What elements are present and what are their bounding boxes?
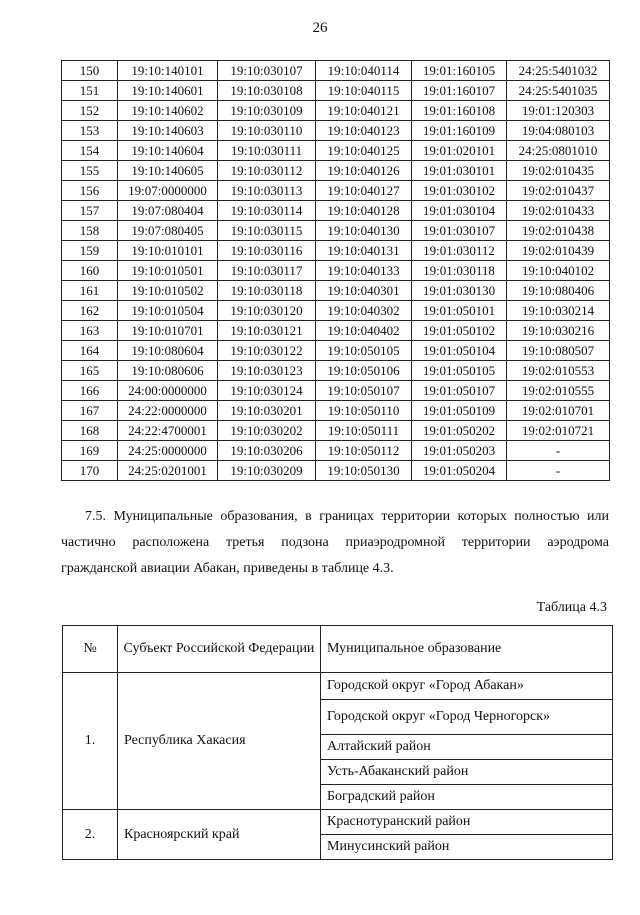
col-1-value: 19:07:080404 [118,201,218,221]
row-number: 166 [62,381,118,401]
col-4-value: 19:01:160105 [412,61,507,81]
table-row [62,321,610,341]
col-3-value: 19:10:040402 [316,321,412,341]
col-5-value: 19:10:030216 [507,321,610,341]
col-3-value: 19:10:040123 [316,121,412,141]
row-subject: Республика Хакасия [118,673,321,810]
col-1-value: 24:25:0201001 [118,461,218,481]
col-5-value: 19:02:010701 [507,401,610,421]
header-municipality: Муниципальное образование [321,626,613,673]
col-1-value: 19:07:0000000 [118,181,218,201]
col-3-value: 19:10:040121 [316,101,412,121]
table-row [62,121,610,141]
col-2-value: 19:10:030118 [218,281,316,301]
col-1-value: 19:10:140604 [118,141,218,161]
col-5-value: 24:25:5401035 [507,81,610,101]
col-5-value: 19:02:010555 [507,381,610,401]
table-row [62,241,610,261]
col-1-value: 19:10:010502 [118,281,218,301]
col-2-value: 19:10:030120 [218,301,316,321]
col-1-value: 24:22:0000000 [118,401,218,421]
col-5-value: 24:25:0801010 [507,141,610,161]
col-2-value: 19:10:030112 [218,161,316,181]
page-number: 26 [312,20,328,36]
col-5-value: 24:25:5401032 [507,61,610,81]
col-3-value: 19:10:040133 [316,261,412,281]
col-4-value: 19:01:050203 [412,441,507,461]
col-4-value: 19:01:050107 [412,381,507,401]
col-1-value: 19:10:010501 [118,261,218,281]
col-1-value: 19:10:010701 [118,321,218,341]
row-number: 159 [62,241,118,261]
col-2-value: 19:10:030113 [218,181,316,201]
col-1-value: 19:10:140605 [118,161,218,181]
header-num: № [63,626,118,673]
col-3-value: 19:10:040115 [316,81,412,101]
col-2-value: 19:10:030108 [218,81,316,101]
col-4-value: 19:01:030104 [412,201,507,221]
table-row [62,141,610,161]
row-number: 157 [62,201,118,221]
col-5-value: 19:02:010439 [507,241,610,261]
col-3-value: 19:10:040130 [316,221,412,241]
col-5-value: 19:01:120303 [507,101,610,121]
table-row [62,201,610,221]
col-2-value: 19:10:030107 [218,61,316,81]
row-number: 160 [62,261,118,281]
table-row [62,401,610,421]
municipalities-table [62,625,613,860]
col-5-value: - [507,461,610,481]
table-row [62,81,610,101]
col-1-value: 19:10:080606 [118,361,218,381]
table-row [62,461,610,481]
col-4-value: 19:01:030130 [412,281,507,301]
col-4-value: 19:01:020101 [412,141,507,161]
col-2-value: 19:10:030201 [218,401,316,421]
col-2-value: 19:10:030110 [218,121,316,141]
row-number: 164 [62,341,118,361]
table-row [63,673,613,700]
table-row [62,181,610,201]
row-number: 170 [62,461,118,481]
col-2-value: 19:10:030122 [218,341,316,361]
row-municipality: Минусинский район [321,835,613,860]
col-4-value: 19:01:030118 [412,261,507,281]
col-3-value: 19:10:050106 [316,361,412,381]
col-3-value: 19:10:040127 [316,181,412,201]
col-2-value: 19:10:030114 [218,201,316,221]
table-row [62,301,610,321]
row-number: 163 [62,321,118,341]
row-number: 158 [62,221,118,241]
row-number: 156 [62,181,118,201]
col-5-value: 19:02:010553 [507,361,610,381]
table-row [62,261,610,281]
col-2-value: 19:10:030117 [218,261,316,281]
col-5-value: 19:04:080103 [507,121,610,141]
col-3-value: 19:10:050111 [316,421,412,441]
col-4-value: 19:01:030107 [412,221,507,241]
row-municipality: Городской округ «Город Абакан» [321,673,613,700]
col-4-value: 19:01:030112 [412,241,507,261]
col-1-value: 19:10:080604 [118,341,218,361]
row-num: 2. [63,810,118,860]
col-3-value: 19:10:040131 [316,241,412,261]
col-5-value: 19:10:030214 [507,301,610,321]
col-4-value: 19:01:050102 [412,321,507,341]
col-1-value: 19:10:140603 [118,121,218,141]
row-number: 161 [62,281,118,301]
col-4-value: 19:01:030102 [412,181,507,201]
row-municipality: Боградский район [321,785,613,810]
table-row [62,221,610,241]
row-number: 152 [62,101,118,121]
table-row [62,341,610,361]
col-3-value: 19:10:050107 [316,381,412,401]
col-5-value: 19:02:010435 [507,161,610,181]
col-3-value: 19:10:050110 [316,401,412,421]
col-4-value: 19:01:160107 [412,81,507,101]
row-number: 153 [62,121,118,141]
col-2-value: 19:10:030116 [218,241,316,261]
row-municipality: Краснотуранский район [321,810,613,835]
col-4-value: 19:01:050109 [412,401,507,421]
table-header-row [63,626,613,673]
col-1-value: 24:22:4700001 [118,421,218,441]
col-1-value: 19:10:140602 [118,101,218,121]
table-row [62,61,610,81]
row-number: 167 [62,401,118,421]
col-2-value: 19:10:030206 [218,441,316,461]
col-1-value: 24:25:0000000 [118,441,218,461]
col-2-value: 19:10:030209 [218,461,316,481]
col-5-value: 19:02:010437 [507,181,610,201]
col-5-value: 19:02:010721 [507,421,610,441]
table-caption: Таблица 4.3 [536,600,607,615]
col-5-value: 19:02:010433 [507,201,610,221]
col-3-value: 19:10:040301 [316,281,412,301]
col-3-value: 19:10:040114 [316,61,412,81]
col-4-value: 19:01:050204 [412,461,507,481]
col-1-value: 19:10:140101 [118,61,218,81]
col-1-value: 19:10:140601 [118,81,218,101]
col-2-value: 19:10:030115 [218,221,316,241]
col-3-value: 19:10:040126 [316,161,412,181]
table-row [63,810,613,835]
row-number: 165 [62,361,118,381]
col-3-value: 19:10:050112 [316,441,412,461]
col-5-value: 19:10:080406 [507,281,610,301]
table-row [62,441,610,461]
cadastral-table [61,60,610,481]
row-number: 168 [62,421,118,441]
col-4-value: 19:01:160108 [412,101,507,121]
col-4-value: 19:01:030101 [412,161,507,181]
col-2-value: 19:10:030124 [218,381,316,401]
table-row [62,361,610,381]
col-4-value: 19:01:050101 [412,301,507,321]
col-1-value: 19:10:010504 [118,301,218,321]
row-num: 1. [63,673,118,810]
table-row [62,421,610,441]
col-3-value: 19:10:040128 [316,201,412,221]
col-2-value: 19:10:030202 [218,421,316,441]
row-number: 154 [62,141,118,161]
col-5-value: 19:10:040102 [507,261,610,281]
row-municipality: Усть-Абаканский район [321,760,613,785]
col-5-value: 19:02:010438 [507,221,610,241]
row-number: 150 [62,61,118,81]
row-number: 151 [62,81,118,101]
row-number: 155 [62,161,118,181]
col-3-value: 19:10:040125 [316,141,412,161]
col-3-value: 19:10:040302 [316,301,412,321]
col-4-value: 19:01:050202 [412,421,507,441]
col-4-value: 19:01:160109 [412,121,507,141]
col-2-value: 19:10:030111 [218,141,316,161]
col-4-value: 19:01:050105 [412,361,507,381]
col-5-value: - [507,441,610,461]
col-1-value: 19:07:080405 [118,221,218,241]
col-2-value: 19:10:030121 [218,321,316,341]
col-1-value: 24:00:0000000 [118,381,218,401]
table-row [62,161,610,181]
section-paragraph: 7.5. Муниципальные образования, в границах территории которых полностью или частично расположена третья подзона приаэродромной территории аэродрома гражданской авиации Абакан, приведены в таблице 4.3. [61,509,609,576]
row-number: 162 [62,301,118,321]
col-4-value: 19:01:050104 [412,341,507,361]
row-subject: Красноярский край [118,810,321,860]
col-3-value: 19:10:050130 [316,461,412,481]
col-2-value: 19:10:030109 [218,101,316,121]
row-number: 169 [62,441,118,461]
col-3-value: 19:10:050105 [316,341,412,361]
col-2-value: 19:10:030123 [218,361,316,381]
row-municipality: Алтайский район [321,735,613,760]
header-subject: Субъект Российской Федерации [118,626,321,673]
col-5-value: 19:10:080507 [507,341,610,361]
table-row [62,381,610,401]
table-row [62,101,610,121]
row-municipality: Городской округ «Город Черногорск» [321,700,613,735]
col-1-value: 19:10:010101 [118,241,218,261]
table-row [62,281,610,301]
